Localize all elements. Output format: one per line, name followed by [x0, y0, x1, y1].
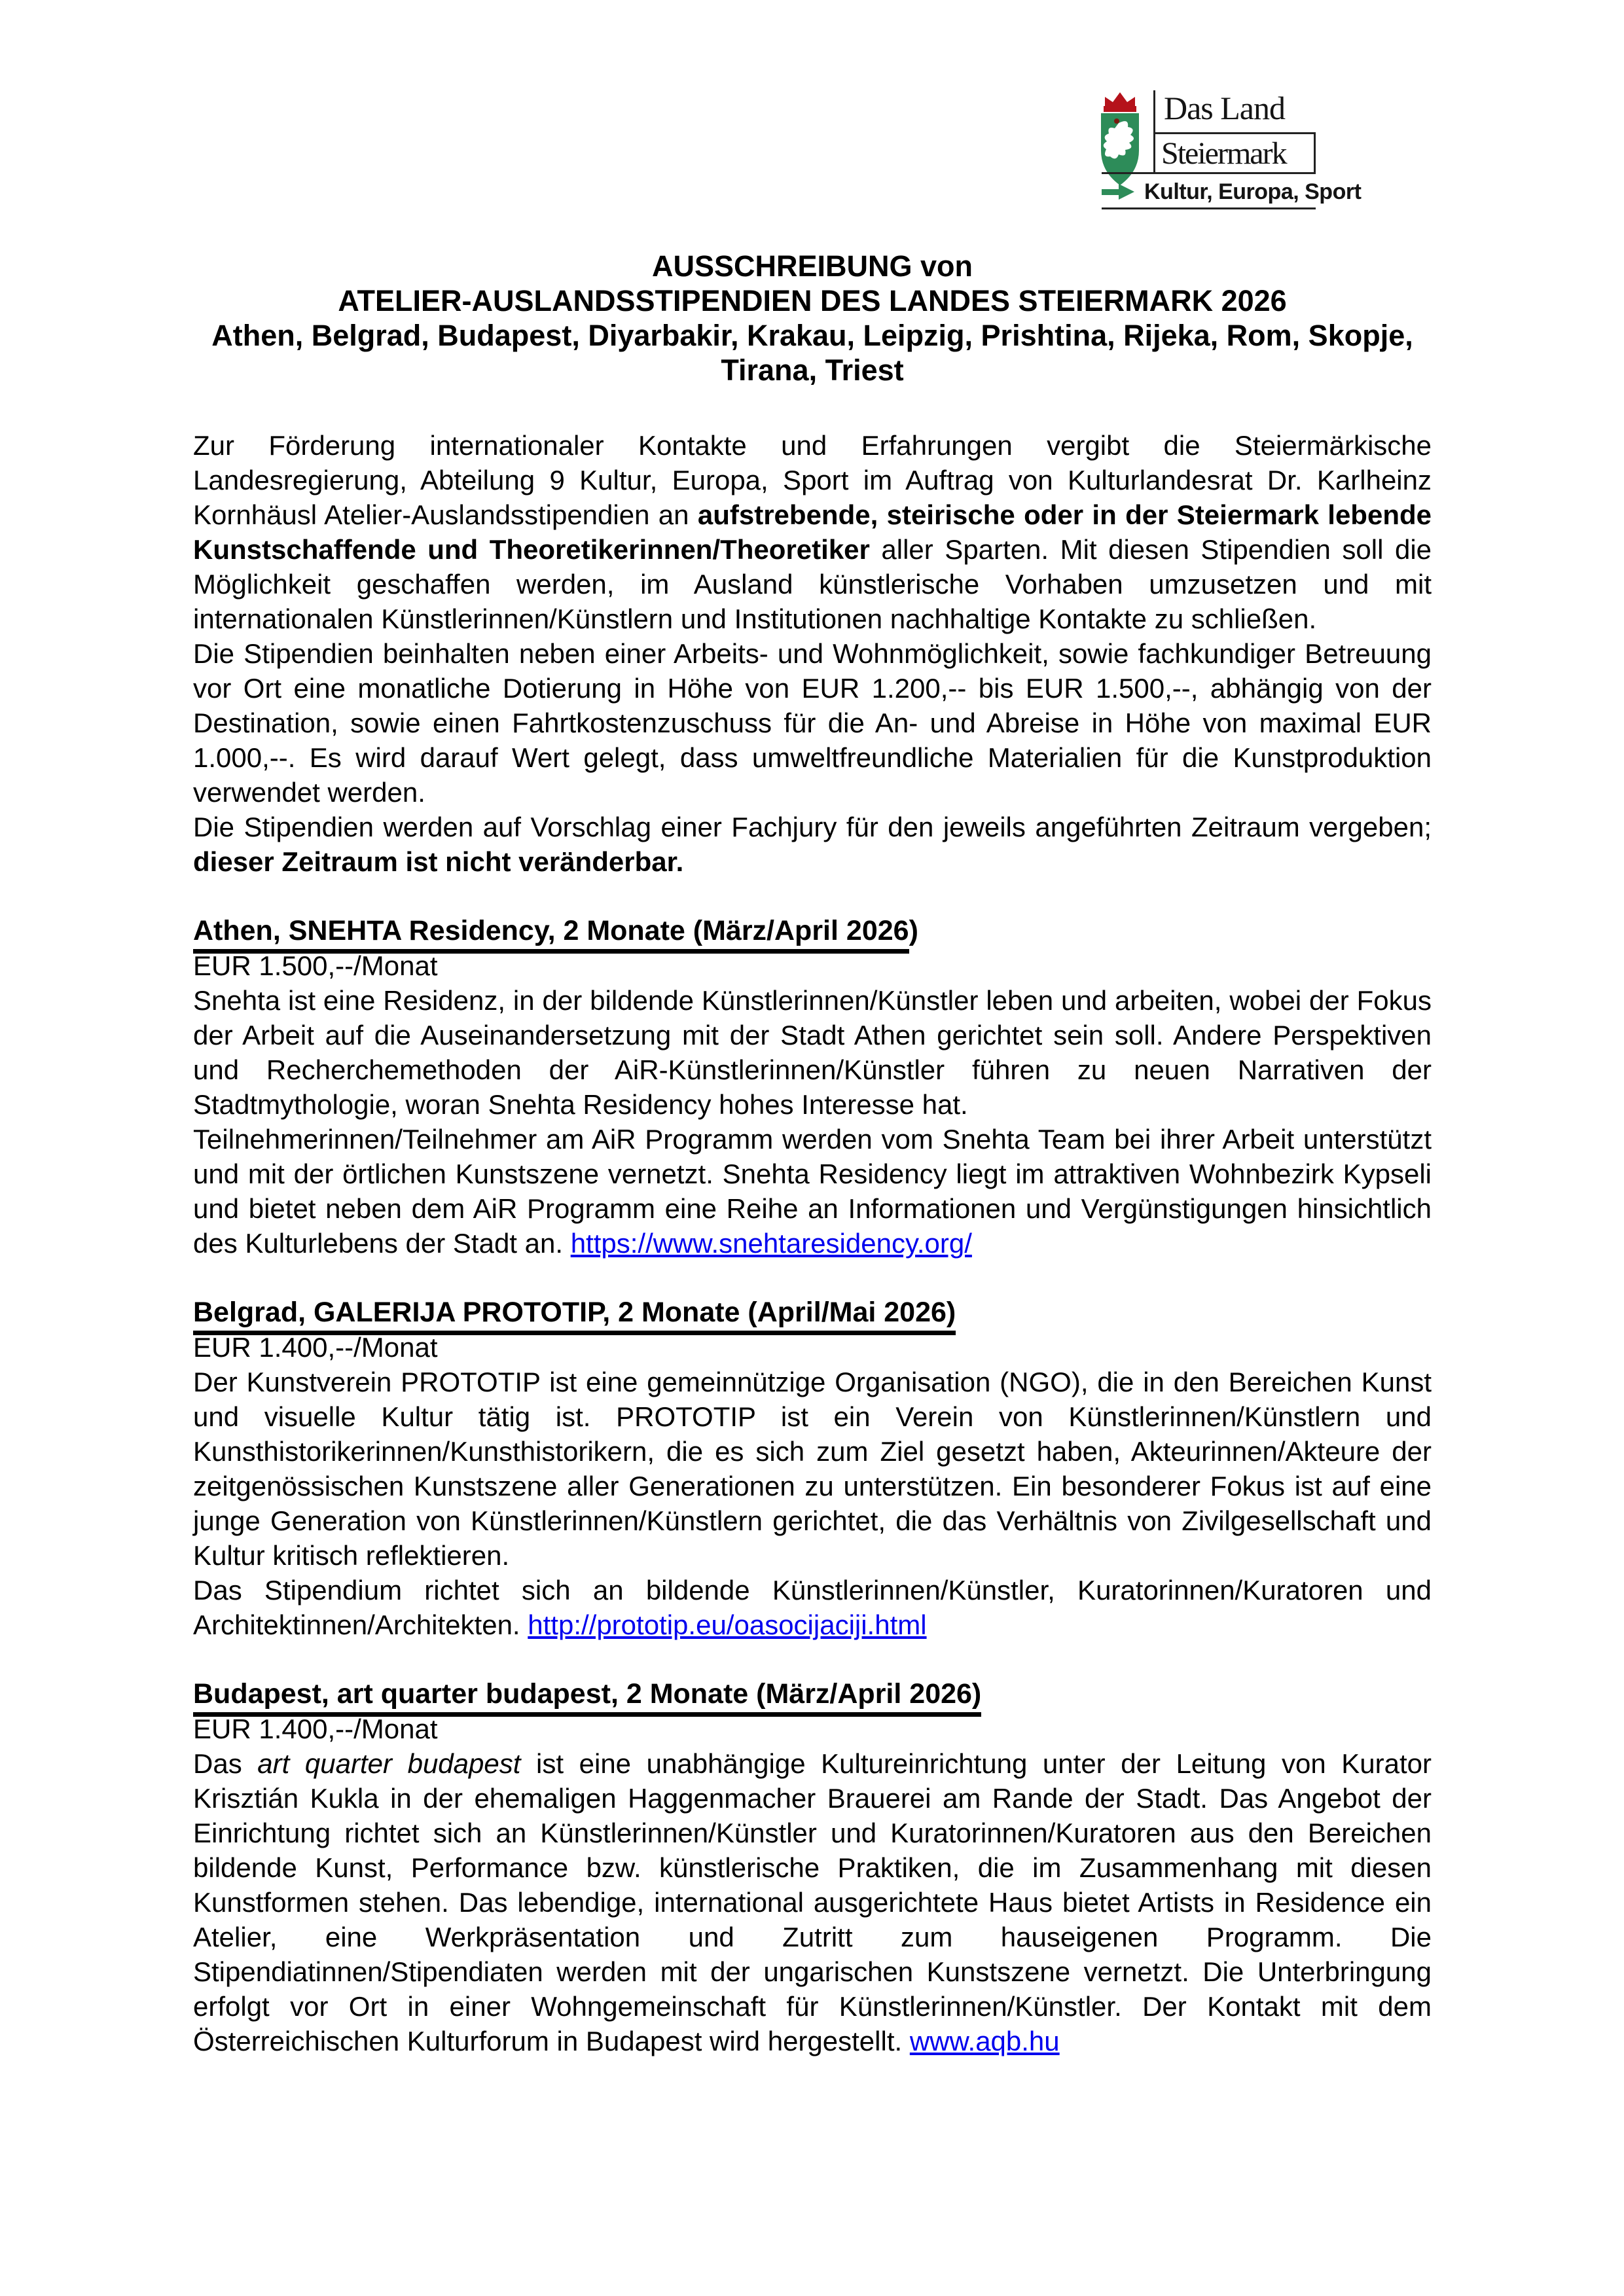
- section-heading-belgrad: [193, 1295, 1432, 1330]
- athen-p2-text: Teilnehmerinnen/Teilnehmer am AiR Programm werden vom Snehta Team bei ihrer Arbeit unterstützt und mit der örtlichen Kunstszene vernetzt. Snehta Residency liegt im attraktiven Wohnbezirk Kypseli und bietet neben dem AiR Programm eine Reihe an Informationen und Vergünstigungen hinsichtlich des Kulturlebens der Stadt an.: [193, 1124, 1432, 1259]
- intro-p1-run3: aller Sparten. Mit diesen Stipendien soll die Möglichkeit geschaffen werden, im Ausland künstlerische Vorhaben umzusetzen und mit internationalen Künstlerinnen/Künstlern und Institutionen nachhaltige Kontakte zu schließen.: [193, 534, 1432, 634]
- athen-paragraph-2: [193, 1122, 1432, 1261]
- belgrad-heading-text: Belgrad, GALERIJA PROTOTIP, 2 Monate (April/Mai 2026): [193, 1297, 956, 1335]
- budapest-p1-run3: ist eine unabhängige Kultureinrichtung unter der Leitung von Kurator Krisztián Kukla in der ehemaligen Haggenmacher Brauerei am Rande der Stadt. Das Angebot der Einrichtung richtet sich an Künstlerinnen/Künstler und Kuratorinnen/Kuratoren aus den Bereichen bildende Kunst, Performance bzw. künstlerische Praktiken, die im Zusammenhang mit diesen Kunstformen stehen. Das lebendige, international ausgerichtete Haus bietet Artists in Residence ein Atelier, eine Werkpräsentation und Zutritt zum hauseigenen Programm. Die Stipendiatinnen/Stipendiaten werden mit der ungarischen Kunstszene vernetzt. Die Unterbringung erfolgt vor Ort in einer Wohngemeinschaft für Künstlerinnen/Künstler. Der Kontakt mit dem Österreichischen Kulturforum in Budapest wird hergestellt.: [193, 1748, 1432, 2056]
- belgrad-paragraph-2: [193, 1573, 1432, 1642]
- athen-rate: EUR 1.500,--/Monat: [193, 950, 438, 981]
- intro-p3-run1: Die Stipendien werden auf Vorschlag einer Fachjury für den jeweils angeführten Zeitraum vergeben;: [193, 812, 1432, 842]
- prototip-link[interactable]: http://prototip.eu/oasocijaciji.html: [528, 1609, 927, 1640]
- budapest-paragraph-1: [193, 1746, 1432, 2058]
- title-line-2: ATELIER-AUSLANDSSTIPENDIEN DES LANDES STEIERMARK 2026: [338, 284, 1287, 317]
- athen-heading-text: Athen, SNEHTA Residency, 2 Monate (März/April 2026: [193, 915, 909, 954]
- athen-paragraph-1: Snehta ist eine Residenz, in der bildende Künstlerinnen/Künstler leben und arbeiten, wobei der Fokus der Arbeit auf die Auseinandersetzung mit der Stadt Athen gerichtet sein soll. Andere Perspektiven und Recherchemethoden der AiR-Künstlerinnen/Künstler führen zu neuen Narrativen der Stadtmythologie, woran Snehta Residency hohes Interesse hat.: [193, 985, 1432, 1120]
- document-title: [193, 249, 1432, 387]
- intro-p1-run1: Zur Förderung internationaler Kontakte und Erfahrungen vergibt die Steiermärkische Landesregierung, Abteilung 9 Kultur, Europa, Sport im Auftrag von Kulturlandesrat Dr. Karlheinz Kornhäusl Atelier-Auslandsstipendien an: [193, 430, 1432, 530]
- athen-heading-tail: ): [909, 915, 918, 946]
- aqb-link[interactable]: www.aqb.hu: [909, 2026, 1060, 2056]
- budapest-heading-text: Budapest, art quarter budapest, 2 Monate (März/April 2026): [193, 1678, 981, 1717]
- logo-steiermark-text: Steiermark: [1161, 135, 1286, 171]
- intro-paragraph-2: Die Stipendien beinhalten neben einer Arbeits- und Wohnmöglichkeit, sowie fachkundiger Betreuung vor Ort eine monatliche Dotierung in Höhe von EUR 1.200,-- bis EUR 1.500,--, abhängig von der Destination, sowie einen Fahrtkostenzuschuss für die An- und Abreise in Höhe von maximal EUR 1.000,--. Es wird darauf Wert gelegt, dass umweltfreundliche Materialien für die Kunstproduktion verwendet werden.: [193, 638, 1432, 808]
- budapest-p1-italic-run: art quarter budapest: [257, 1748, 521, 1779]
- document-content: [193, 0, 1432, 2058]
- belgrad-paragraph-1: Der Kunstverein PROTOTIP ist eine gemeinnützige Organisation (NGO), die in den Bereichen Kunst und visuelle Kultur tätig ist. PROTOTIP ist ein Verein von Künstlerinnen/Künstlern und Kunsthistorikerinnen/Kunsthistorikern, die es sich zum Ziel gesetzt haben, Akteurinnen/Akteure der zeitgenössischen Kunstszene aller Generationen zu unterstützen. Ein besonderer Fokus ist auf eine junge Generation von Künstlerinnen/Künstlern gerichtet, die das Verhältnis von Zivilgesellschaft und Kultur kritisch reflektieren.: [193, 1367, 1432, 1571]
- snehta-residency-link[interactable]: https://www.snehtaresidency.org/: [570, 1228, 972, 1259]
- belgrad-rate: EUR 1.400,--/Monat: [193, 1332, 438, 1363]
- intro-paragraph-3: [193, 810, 1432, 879]
- logo-das-land-text: Das Land: [1164, 90, 1285, 126]
- title-line-1: AUSSCHREIBUNG von: [651, 249, 973, 283]
- intro-p1-bold-run: aufstrebende, steirische oder in der Steiermark lebende Kunstschaffende und Theoretikerinnen/Theoretiker: [193, 499, 1432, 565]
- intro-paragraph-1: [193, 428, 1432, 636]
- intro-p3-bold-run: dieser Zeitraum ist nicht veränderbar.: [193, 846, 684, 877]
- section-heading-athen: [193, 914, 1432, 948]
- title-cities: Athen, Belgrad, Budapest, Diyarbakir, Krakau, Leipzig, Prishtina, Rijeka, Rom, Skopje, Tirana, Triest: [211, 319, 1413, 387]
- belgrad-p2-text: Das Stipendium richtet sich an bildende Künstlerinnen/Künstler, Kuratorinnen/Kuratoren und Architektinnen/Architekten.: [193, 1575, 1432, 1640]
- budapest-p1-run1: Das: [193, 1748, 258, 1779]
- logo-tagline-text: Kultur, Europa, Sport: [1144, 179, 1362, 204]
- budapest-rate: EUR 1.400,--/Monat: [193, 1713, 438, 1744]
- section-heading-budapest: [193, 1677, 1432, 1712]
